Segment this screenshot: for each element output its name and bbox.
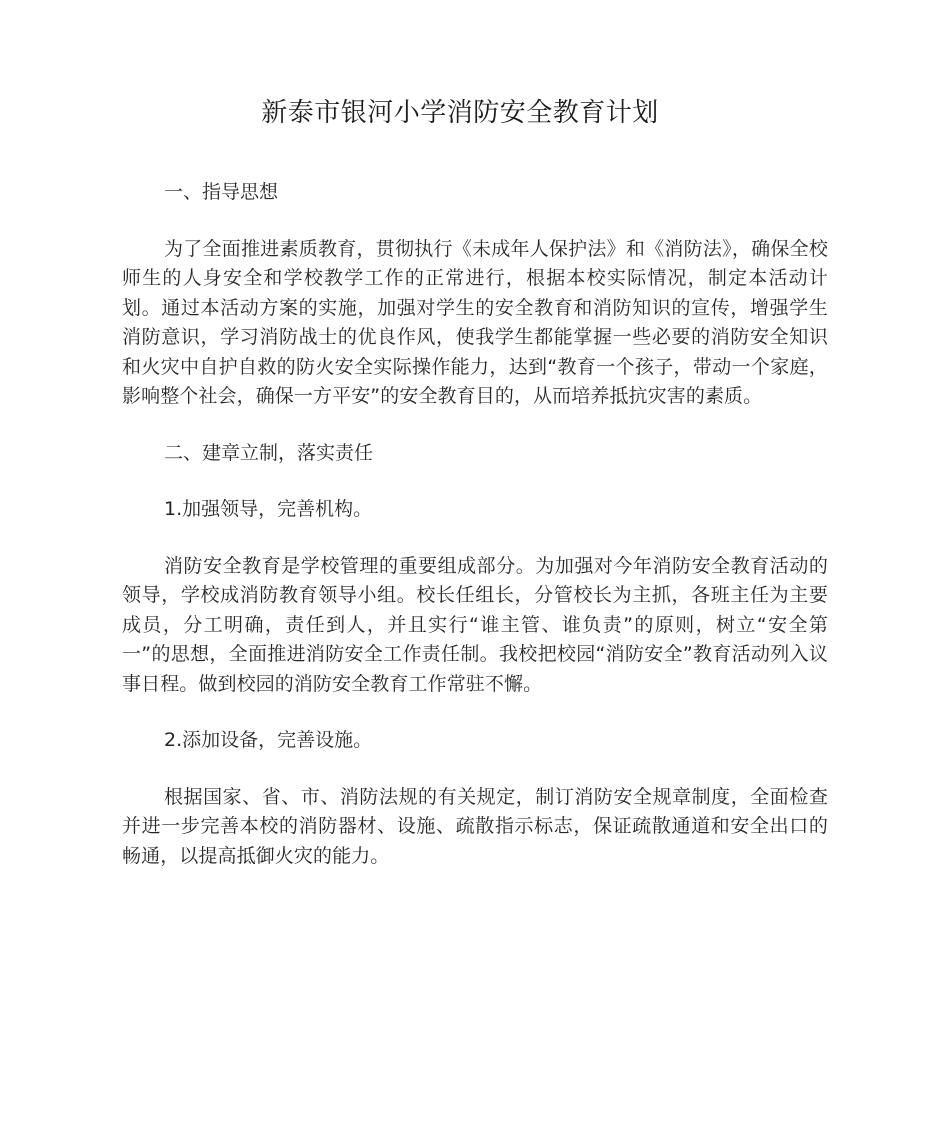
- subsection-heading-leadership: 1.加强领导，完善机构。: [164, 498, 373, 520]
- subsection-heading-equipment: 2.添加设备，完善设施。: [164, 729, 373, 751]
- section-heading-rules-responsibility: 二、建章立制，落实责任: [164, 441, 374, 464]
- paragraph-equipment: 根据国家、省、市、消防法规的有关规定，制订消防安全规章制度，全面检查并进一步完善本校的消防器材、设施、疏散指示标志，保证疏散通道和安全出口的畅通，以提高抵御火灾的能力。: [122, 785, 828, 867]
- section-heading-guiding-ideology: 一、指导思想: [164, 181, 279, 203]
- paragraph-leadership: 消防安全教育是学校管理的重要组成部分。为加强对今年消防安全教育活动的领导，学校成消防教育领导小组。校长任组长，分管校长为主抓，各班主任为主要成员，分工明确，责任到人，并且实行“谁主管、谁负责”的原则，树立“安全第一”的思想，全面推进消防安全工作责任制。我校把校园“消防安全”教育活动列入议事日程。做到校园的消防安全教育工作常驻不懈。: [122, 554, 828, 695]
- document-title: 新泰市银河小学消防安全教育计划: [261, 98, 659, 128]
- paragraph-guiding-ideology: 为了全面推进素质教育，贯彻执行《未成年人保护法》和《消防法》，确保全校师生的人身安全和学校教学工作的正常进行，根据本校实际情况，制定本活动计划。通过本活动方案的实施，加强对学生的安全教育和消防知识的宣传，增强学生消防意识，学习消防战士的优良作风，使我学生都能掌握一些必要的消防安全知识和火灾中自护自救的防火安全实际操作能力，达到“教育一个孩子，带动一个家庭，影响整个社会，确保一方平安”的安全教育目的，从而培养抵抗灾害的素质。: [122, 237, 828, 407]
- document-body: [122, 178, 828, 871]
